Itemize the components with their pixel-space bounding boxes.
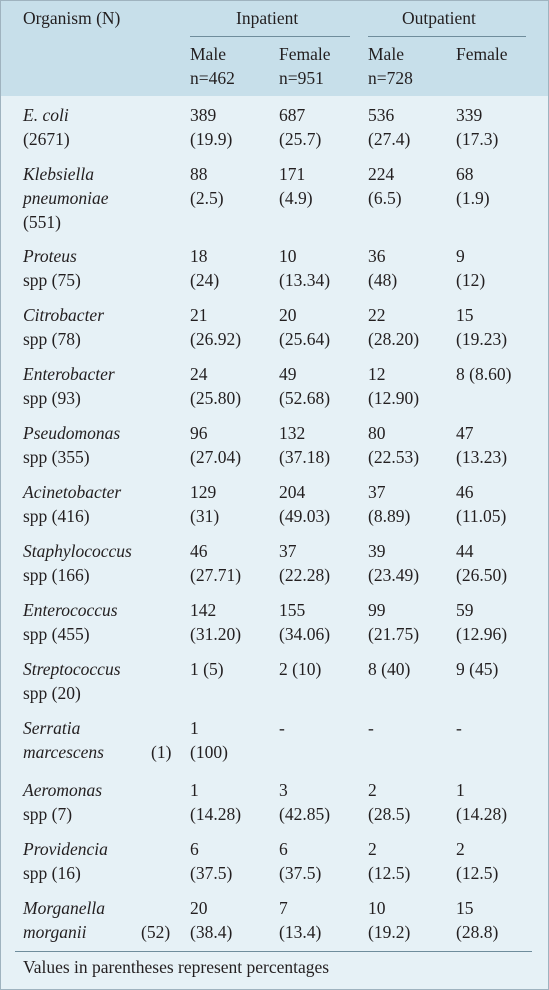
subheader-3-line2: n=728: [368, 68, 413, 88]
cell-value: 339: [456, 105, 483, 125]
cell-value: 9 (45): [456, 659, 499, 679]
cell-value: 24: [190, 364, 208, 384]
cell-value: 132: [279, 423, 306, 443]
organism-name: Enterobacter: [23, 364, 115, 384]
outpatient-underline: [368, 36, 526, 37]
cell-value: 37: [368, 482, 386, 502]
cell-percent: (28.8): [456, 922, 499, 942]
cell-value: 96: [190, 423, 208, 443]
cell-value: 1 (5): [190, 659, 224, 679]
cell-value: 22: [368, 305, 386, 325]
cell-value: 1: [190, 780, 199, 800]
cell-value: 2: [368, 780, 377, 800]
cell-percent: (22.28): [279, 565, 331, 585]
organism-count: spp (75): [23, 270, 81, 290]
cell-percent: (52.68): [279, 388, 331, 408]
cell-percent: (17.3): [456, 129, 499, 149]
cell-percent: (12.96): [456, 624, 508, 644]
organism-name: Proteus: [23, 246, 77, 266]
organism-name: E. coli: [23, 105, 69, 125]
organism-name: Streptococcus: [23, 659, 121, 679]
cell-value: 7: [279, 898, 288, 918]
cell-percent: (2.5): [190, 188, 224, 208]
cell-percent: (37.5): [279, 863, 322, 883]
cell-value: 47: [456, 423, 474, 443]
cell-percent: (4.9): [279, 188, 313, 208]
cell-percent: (31.20): [190, 624, 242, 644]
cell-value: 99: [368, 600, 386, 620]
cell-value: 68: [456, 164, 474, 184]
cell-percent: (12.5): [456, 863, 499, 883]
cell-percent: (19.23): [456, 329, 508, 349]
cell-percent: (12): [456, 270, 486, 290]
inpatient-header: Inpatient: [236, 8, 299, 28]
cell-value: 6: [190, 839, 199, 859]
cell-value: 129: [190, 482, 217, 502]
cell-percent: (23.49): [368, 565, 420, 585]
organism-name: Morganella: [23, 898, 105, 918]
cell-percent: (11.05): [456, 506, 507, 526]
cell-value: -: [456, 718, 462, 738]
cell-value: 12: [368, 364, 386, 384]
organism-name: Klebsiella: [23, 164, 94, 184]
cell-value: -: [368, 718, 374, 738]
subheader-2-line2: n=951: [279, 68, 324, 88]
organism-count: (2671): [23, 129, 70, 149]
cell-percent: (34.06): [279, 624, 331, 644]
cell-value: 15: [456, 898, 474, 918]
cell-value: 39: [368, 541, 386, 561]
organism-count: spp (166): [23, 565, 90, 585]
cell-value: 59: [456, 600, 474, 620]
cell-percent: (31): [190, 506, 220, 526]
cell-percent: (21.75): [368, 624, 420, 644]
cell-value: 37: [279, 541, 297, 561]
cell-value: 10: [368, 898, 386, 918]
cell-percent: (38.4): [190, 922, 233, 942]
cell-value: 20: [279, 305, 297, 325]
organism-name: Serratia: [23, 718, 81, 738]
cell-value: 8 (40): [368, 659, 411, 679]
organism-name: Acinetobacter: [23, 482, 122, 502]
subheader-2-line1: Female: [279, 44, 331, 64]
organism-count: spp (16): [23, 863, 81, 883]
cell-percent: (13.34): [279, 270, 331, 290]
cell-percent: (25.7): [279, 129, 322, 149]
cell-value: 80: [368, 423, 386, 443]
cell-percent: (13.4): [279, 922, 322, 942]
footnote: Values in parentheses represent percentages: [23, 957, 330, 977]
organism-count: (52): [141, 922, 171, 942]
cell-percent: (27.4): [368, 129, 411, 149]
organism-name: Enterococcus: [23, 600, 118, 620]
cell-percent: (25.64): [279, 329, 331, 349]
cell-value: 88: [190, 164, 208, 184]
cell-value: 224: [368, 164, 395, 184]
cell-value: 1: [190, 718, 199, 738]
organism-name: marcescens: [23, 742, 104, 762]
cell-value: 36: [368, 246, 386, 266]
cell-value: 204: [279, 482, 306, 502]
cell-percent: (13.23): [456, 447, 508, 467]
cell-value: 155: [279, 600, 306, 620]
cell-value: 1: [456, 780, 465, 800]
cell-value: 536: [368, 105, 395, 125]
cell-percent: (19.9): [190, 129, 233, 149]
cell-value: 142: [190, 600, 217, 620]
cell-percent: (14.28): [190, 804, 242, 824]
cell-percent: (27.04): [190, 447, 242, 467]
cell-percent: (28.5): [368, 804, 411, 824]
cell-value: 2: [456, 839, 465, 859]
organism-count: spp (455): [23, 624, 90, 644]
cell-value: 18: [190, 246, 208, 266]
cell-value: -: [279, 718, 285, 738]
cell-percent: (37.18): [279, 447, 331, 467]
cell-percent: (12.5): [368, 863, 411, 883]
subheader-4-line1: Female: [456, 44, 508, 64]
organism-count: (1): [151, 742, 172, 762]
cell-percent: (42.85): [279, 804, 331, 824]
cell-percent: (26.92): [190, 329, 242, 349]
cell-value: 6: [279, 839, 288, 859]
cell-percent: (27.71): [190, 565, 242, 585]
cell-percent: (22.53): [368, 447, 420, 467]
cell-percent: (26.50): [456, 565, 508, 585]
organism-count: spp (7): [23, 804, 73, 824]
organism-name: Staphylococcus: [23, 541, 132, 561]
cell-percent: (14.28): [456, 804, 508, 824]
organism-count: spp (355): [23, 447, 90, 467]
organism-header: Organism (N): [23, 8, 121, 28]
organism-name: Providencia: [23, 839, 108, 859]
cell-value: 21: [190, 305, 208, 325]
cell-value: 15: [456, 305, 474, 325]
subheader-3-line1: Male: [368, 44, 404, 64]
cell-percent: (24): [190, 270, 220, 290]
organism-count: spp (416): [23, 506, 90, 526]
cell-percent: (25.80): [190, 388, 242, 408]
cell-value: 389: [190, 105, 217, 125]
organism-name: pneumoniae: [23, 188, 109, 208]
organism-count: spp (78): [23, 329, 81, 349]
organism-name: Aeromonas: [23, 780, 103, 800]
cell-value: 8 (8.60): [456, 364, 512, 384]
organism-count: spp (20): [23, 683, 81, 703]
cell-percent: (48): [368, 270, 398, 290]
organism-count: (551): [23, 212, 61, 232]
cell-value: 46: [190, 541, 208, 561]
cell-value: 2: [368, 839, 377, 859]
cell-value: 44: [456, 541, 474, 561]
footer-rule: [15, 951, 532, 952]
cell-percent: (19.2): [368, 922, 411, 942]
cell-value: 3: [279, 780, 288, 800]
organism-name: morganii: [23, 922, 87, 942]
cell-value: 9: [456, 246, 465, 266]
cell-value: 46: [456, 482, 474, 502]
cell-percent: (100): [190, 742, 228, 762]
organism-name: Citrobacter: [23, 305, 105, 325]
cell-value: 49: [279, 364, 297, 384]
cell-value: 687: [279, 105, 306, 125]
cell-percent: (6.5): [368, 188, 402, 208]
cell-percent: (1.9): [456, 188, 490, 208]
cell-value: 171: [279, 164, 306, 184]
inpatient-underline: [190, 36, 350, 37]
organism-name: Pseudomonas: [23, 423, 121, 443]
cell-value: 20: [190, 898, 208, 918]
cell-percent: (8.89): [368, 506, 411, 526]
cell-percent: (28.20): [368, 329, 420, 349]
cell-percent: (37.5): [190, 863, 233, 883]
outpatient-header: Outpatient: [402, 8, 476, 28]
cell-percent: (12.90): [368, 388, 420, 408]
subheader-1-line1: Male: [190, 44, 226, 64]
cell-value: 10: [279, 246, 297, 266]
cell-percent: (49.03): [279, 506, 331, 526]
cell-value: 2 (10): [279, 659, 322, 679]
organism-count: spp (93): [23, 388, 81, 408]
subheader-1-line2: n=462: [190, 68, 235, 88]
